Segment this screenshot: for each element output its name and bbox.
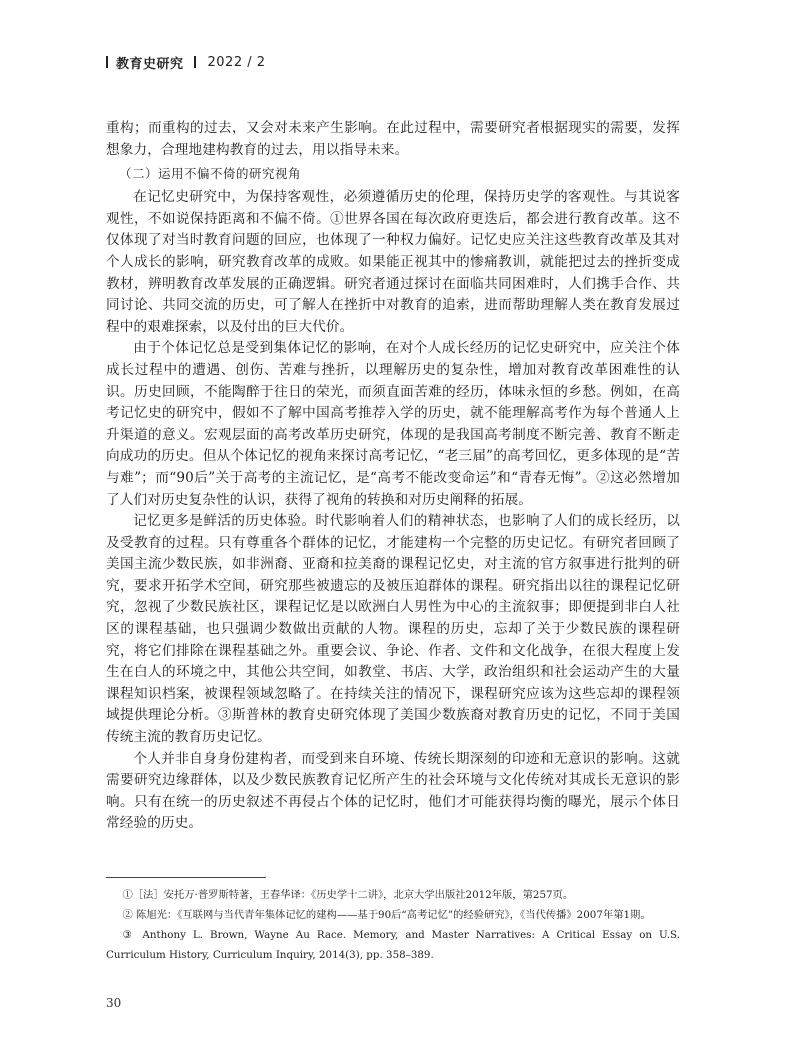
footnotes [106, 885, 680, 965]
section-subheading: （二）运用不偏不倚的研究视角 [119, 166, 302, 182]
paragraph-individual-memory: 由于个体记忆总是受到集体记忆的影响，在对个人成长经历的记忆史研究中，应关注个体成长过程中的遭遇、创伤、苦难与挫折，以理解历史的复杂性，增加对教育改革困难性的认识。历史回顾，不能陶醉于往日的荣光，而须直面苦难的经历，体味永恒的乡愁。例如，在高考记忆史的研究中，假如不了解中国高考推荐入学的历史，就不能理解高考作为每个普通人上升渠道的意义。宏观层面的高考改革历史研究，体现的是我国高考制度不断完善、教育不断走向成功的历史。但从个体记忆的视角来探讨高考记忆，“老三届”的高考回忆，更多体现的是“苦与难”；而“90后”关于高考的主流记忆，是“高考不能改变命运”和“青春无悔”。②这必然增加了人们对历史复杂性的认识，获得了视角的转换和对历史阐释的拓展。 [106, 340, 680, 508]
header-left-rule [106, 56, 108, 68]
footnote-1: ①［法］安托万·普罗斯特著，王春华译：《历史学十二讲》，北京大学出版社2012年版，第257页。 [122, 889, 574, 901]
footnote-2: ② 陈旭光：《互联网与当代青年集体记忆的建构——基于90后“高考记忆”的经验研究》，《当代传播》2007年第1期。 [122, 909, 651, 921]
footnote-separator [106, 877, 266, 878]
issue-number: 2022 / 2 [207, 54, 266, 70]
journal-title: 教育史研究 [116, 56, 184, 72]
footnote-3: ③ Anthony L. Brown, Wayne Au Race. Memory, and Master Narratives: A Critical Essay on U.S. Curriculum History, Curriculum Inquiry, 2014(3), pp. 358–389. [106, 929, 680, 961]
page-number: 30 [106, 996, 122, 1010]
paragraph-objectivity: 在记忆史研究中，为保持客观性，必须遵循历史的伦理，保持历史学的客观性。与其说客观性，不如说保持距离和不偏不倚。①世界各国在每次政府更迭后，都会进行教育改革。这不仅体现了对当时教育问题的回应，也体现了一种权力偏好。记忆史应关注这些教育改革及其对个人成长的影响，研究教育改革的成败。如果能正视其中的惨痛教训，就能把过去的挫折变成教材，辨明教育改革发展的正确逻辑。研究者通过探讨在面临共同困难时，人们携手合作、共同讨论、共同交流的历史，可了解人在挫折中对教育的追索，进而帮助理解人类在教育发展过程中的艰难探索，以及付出的巨大代价。 [106, 189, 680, 335]
paragraph-continued: 重构；而重构的过去，又会对未来产生影响。在此过程中，需要研究者根据现实的需要，发挥想象力，合理地建构教育的过去，用以指导未来。 [106, 120, 680, 158]
paragraph-group-memory: 记忆更多是鲜活的历史体验。时代影响着人们的精神状态，也影响了人们的成长经历，以及受教育的过程。只有尊重各个群体的记忆，才能建构一个完整的历史记忆。有研究者回顾了美国主流少数民族，如非洲裔、亚裔和拉美裔的课程记忆史，对主流的官方叙事进行批判的研究，要求开拓学术空间，研究那些被遗忘的及被压迫群体的课程。研究指出以往的课程记忆研究，忽视了少数民族社区，课程记忆是以欧洲白人男性为中心的主流叙事；即便提到非白人社区的课程基础，也只强调少数做出贡献的人物。课程的历史，忘却了关于少数民族的课程研究，将它们排除在课程基础之外。重要会议、争论、作者、文件和文化战争，在很大程度上发生在白人的环境之中，其他公共空间，如教堂、书店、大学，政治组织和社会运动产生的大量课程知识档案，被课程领域忽略了。在持续关注的情况下，课程研究应该为这些忘却的课程领域提供理论分析。③斯普林的教育史研究体现了美国少数族裔对教育历史的记忆，不同于美国传统主流的教育历史记忆。 [106, 513, 680, 746]
article-body [106, 118, 680, 835]
header-divider-rule [194, 56, 196, 68]
running-header [106, 52, 266, 72]
paragraph-identity: 个人并非自身身份建构者，而受到来自环境、传统长期深刻的印迹和无意识的影响。这就需要研究边缘群体，以及少数民族教育记忆所产生的社会环境与文化传统对其成长无意识的影响。只有在统一的历史叙述不再侵占个体的记忆时，他们才可能获得均衡的曝光，展示个体日常经验的历史。 [106, 750, 680, 832]
